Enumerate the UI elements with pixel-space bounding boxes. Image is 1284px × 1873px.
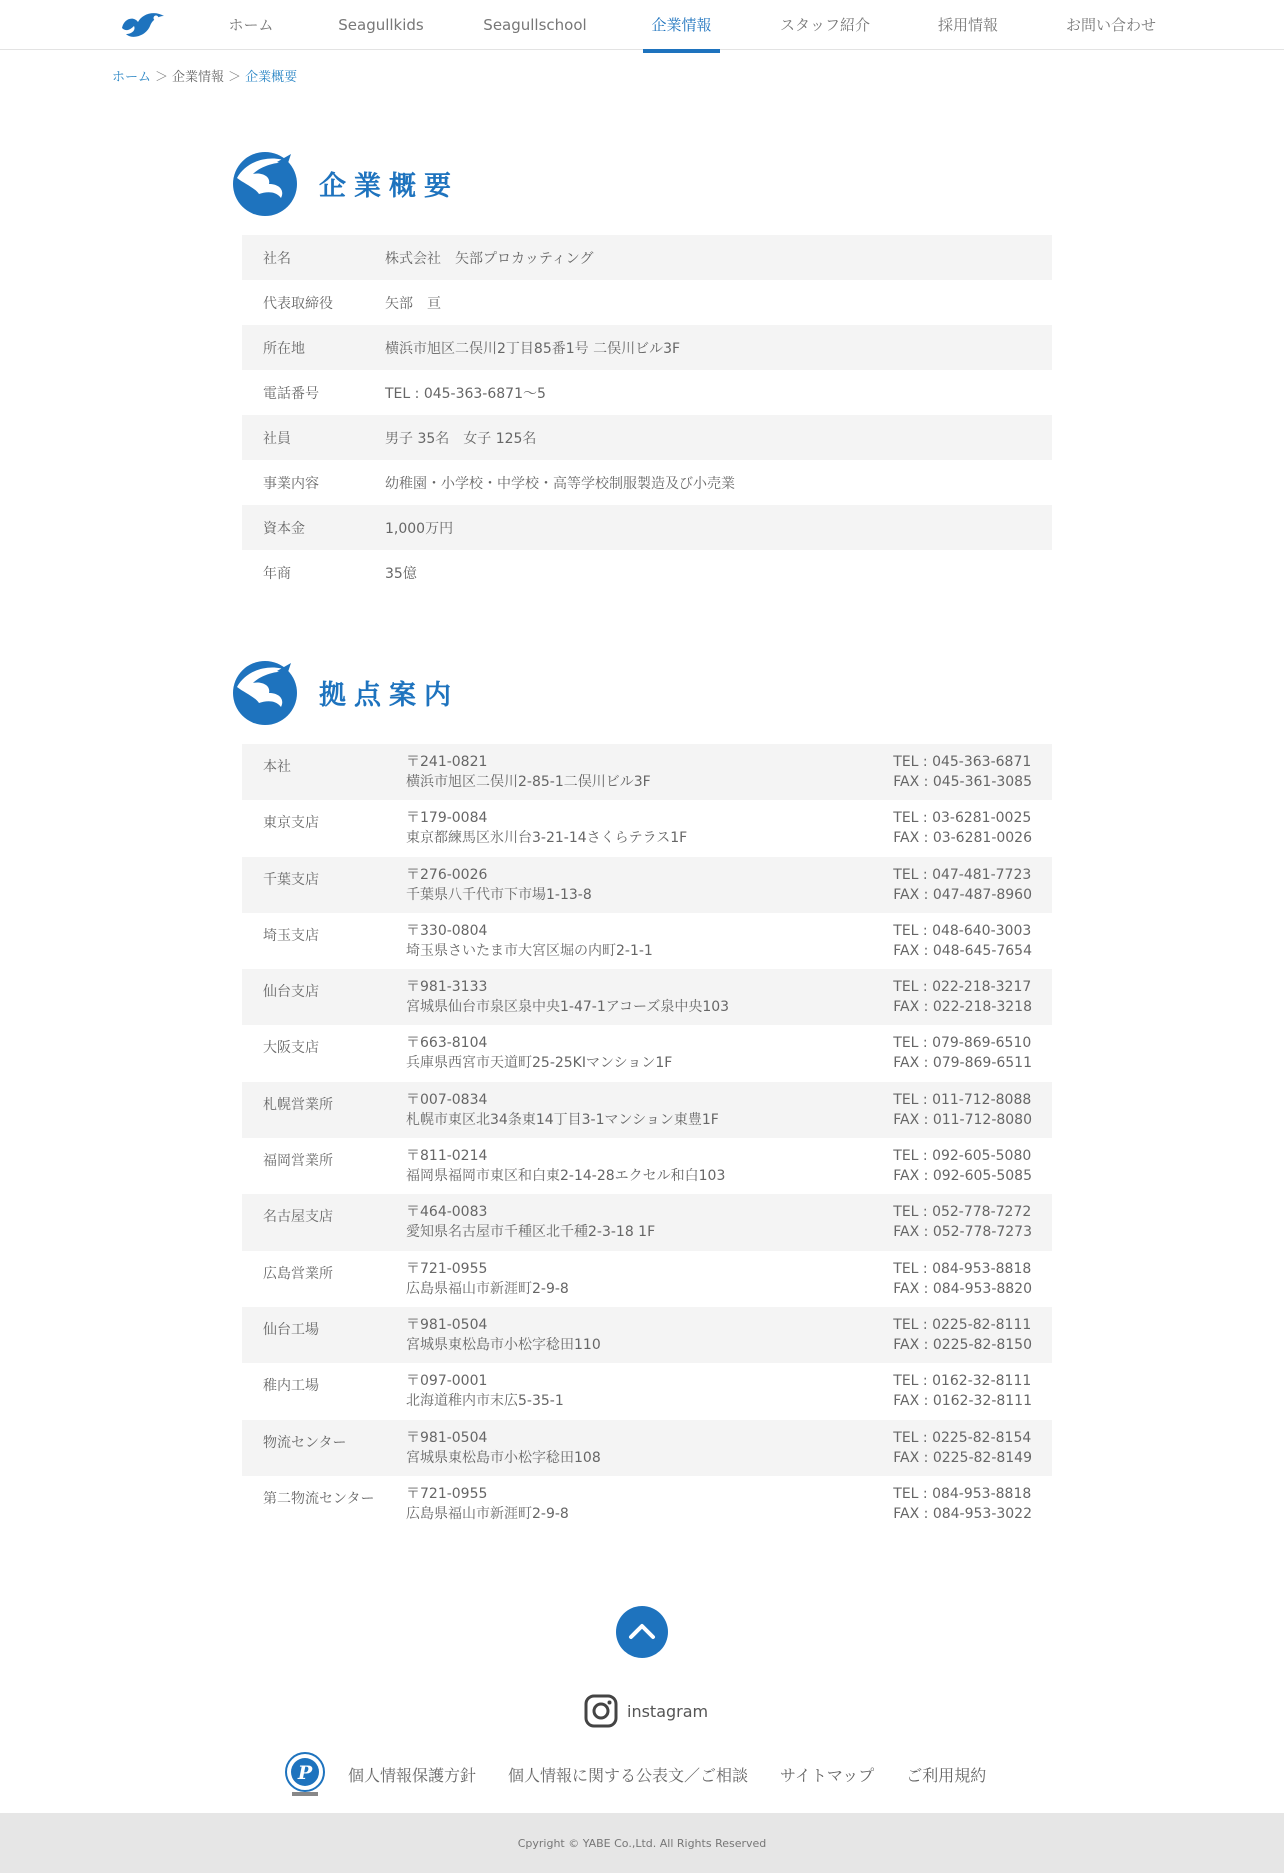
branch-address [406,808,687,848]
instagram-label: instagram [627,1701,709,1721]
branch-contact [893,1146,1032,1186]
branch-street: 千葉県八千代市下市場1-13-8 [406,886,592,903]
branch-contact [893,1315,1032,1355]
nav-active-indicator [643,49,720,53]
breadcrumb-parent: 企業情報 [172,70,225,85]
nav-seagullschool[interactable]: Seagullschool [483,16,587,34]
nav-contact[interactable]: お問い合わせ [1065,16,1156,34]
instagram-link[interactable] [584,1694,708,1728]
branch-contact [893,1202,1032,1242]
branch-tel: TEL : 0225-82-8111 [893,1316,1032,1333]
branch-tel: TEL : 052-778-7272 [893,1204,1032,1221]
branch-address [406,1428,601,1468]
table-row [242,235,1052,280]
chevron-up-icon [616,1606,668,1658]
branch-name: 大阪支店 [263,1040,319,1057]
branch-contact [893,1259,1032,1299]
row-label: 電話番号 [263,385,319,402]
branch-name: 広島営業所 [263,1265,333,1282]
branch-fax: FAX : 0162-32-8111 [893,1393,1032,1410]
branch-fax: FAX : 092-605-5085 [893,1168,1032,1185]
branch-fax: FAX : 052-778-7273 [893,1224,1032,1241]
branch-tel: TEL : 0162-32-8111 [893,1373,1032,1390]
branch-tel: TEL : 03-6281-0025 [893,810,1032,827]
branch-fax: FAX : 084-953-3022 [893,1505,1032,1522]
branch-address [406,1090,719,1130]
overview-table [242,235,1052,595]
row-label: 社員 [263,430,291,447]
branch-name: 物流センター [263,1434,347,1451]
copyright-text: Cpyright © YABE Co.,Ltd. All Rights Reserved [517,1837,767,1850]
table-row [242,370,1052,415]
branch-tel: TEL : 092-605-5080 [893,1148,1032,1165]
table-row [242,1082,1052,1138]
nav-staff[interactable]: スタッフ紹介 [779,16,870,34]
nav-recruit[interactable]: 採用情報 [937,16,998,34]
table-row [242,415,1052,460]
branch-fax: FAX : 011-712-8080 [893,1111,1032,1128]
branch-address [406,1259,569,1299]
branch-contact [893,808,1032,848]
table-row [242,744,1052,800]
breadcrumb [112,66,297,85]
nav-seagullkids[interactable]: Seagullkids [338,16,424,34]
branch-zip: 〒007-0834 [406,1091,488,1108]
table-row [242,969,1052,1025]
branch-fax: FAX : 0225-82-8149 [893,1449,1032,1466]
branch-street: 広島県福山市新涯町2-9-8 [406,1505,569,1522]
branch-zip: 〒811-0214 [406,1148,488,1165]
branch-zip: 〒464-0083 [406,1204,488,1221]
seagull-mark-icon [231,148,299,216]
branch-address [406,1371,564,1411]
footer-link-sitemap[interactable]: サイトマップ [780,1765,875,1785]
branch-zip: 〒276-0026 [406,866,488,883]
branch-street: 横浜市旭区二俣川2-85-1二俣川ビル3F [406,774,651,790]
branch-street: 宮城県仙台市泉区泉中央1-47-1アコーズ泉中央103 [406,999,730,1016]
branch-tel: TEL : 022-218-3217 [893,979,1032,996]
branch-zip: 〒241-0821 [406,754,488,770]
branch-tel: TEL : 011-712-8088 [893,1091,1032,1108]
branch-fax: FAX : 079-869-6511 [893,1055,1032,1072]
branch-fax: FAX : 047-487-8960 [893,886,1032,903]
branch-zip: 〒663-8104 [406,1035,488,1052]
table-row [242,460,1052,505]
branch-fax: FAX : 0225-82-8150 [893,1336,1032,1353]
branch-zip: 〒179-0084 [406,810,488,827]
branch-tel: TEL : 047-481-7723 [893,866,1032,883]
branch-street: 兵庫県西宮市天道町25-25KIマンション1F [406,1055,673,1072]
branch-zip: 〒981-0504 [406,1316,488,1333]
row-label: 代表取締役 [263,295,333,312]
seagull-mark-icon [231,657,299,725]
branch-street: 広島県福山市新涯町2-9-8 [406,1280,569,1297]
row-value: 横浜市旭区二俣川2丁目85番1号 二俣川ビル3F [385,340,681,357]
row-value: 1,000万円 [385,520,454,537]
table-row [242,913,1052,969]
branch-street: 埼玉県さいたま市大宮区堀の内町2-1-1 [406,942,653,959]
svg-text:P: P [297,1762,313,1784]
footer-links [280,1750,986,1798]
branch-address [406,921,653,961]
overview-title: 企業概要 [319,171,459,202]
breadcrumb-separator: ＞ [228,70,242,85]
breadcrumb-separator: ＞ [155,70,169,85]
branch-fax: FAX : 022-218-3218 [893,999,1032,1016]
table-row [242,800,1052,856]
branch-street: 北海道稚内市末広5-35-1 [406,1393,564,1410]
row-label: 事業内容 [263,475,319,492]
footer-link-terms[interactable]: ご利用規約 [906,1765,987,1785]
copyright-bar [0,1813,1284,1873]
branch-tel: TEL : 079-869-6510 [893,1035,1032,1052]
branch-name: 福岡営業所 [263,1153,333,1170]
branch-address [406,865,592,905]
branch-contact [893,1371,1032,1411]
branch-tel: TEL : 045-363-6871 [893,754,1032,770]
branch-street: 福岡県福岡市東区和白東2-14-28エクセル和白103 [406,1168,726,1185]
table-row [242,1194,1052,1250]
branch-contact [893,865,1032,905]
branch-tel: TEL : 084-953-8818 [893,1260,1032,1277]
table-row [242,505,1052,550]
table-row [242,1025,1052,1081]
page-top-button[interactable] [616,1606,668,1658]
row-label: 年商 [263,565,291,582]
branch-name: 東京支店 [263,815,319,832]
breadcrumb-current[interactable]: 企業概要 [245,70,298,85]
branch-street: 愛知県名古屋市千種区北千種2-3-18 1F [406,1224,656,1241]
branch-fax: FAX : 045-361-3085 [893,774,1032,790]
branch-address [406,977,729,1017]
privacy-mark-icon[interactable] [280,1750,330,1798]
nav-home[interactable]: ホーム [228,16,274,34]
table-row [242,857,1052,913]
branch-contact [893,921,1032,961]
footer-link-privacy-policy[interactable]: 個人情報保護方針 [348,1765,477,1785]
branches-title: 拠点案内 [319,680,459,711]
branch-name: 仙台支店 [263,984,319,1001]
branch-name: 第二物流センター [263,1490,375,1507]
row-value: 幼稚園・小学校・中学校・高等学校制服製造及び小売業 [385,475,735,492]
footer-link-privacy-consultation[interactable]: 個人情報に関する公表文／ご相談 [508,1765,749,1785]
branch-zip: 〒721-0955 [406,1485,488,1502]
branch-address [406,1202,655,1242]
branch-street: 東京都練馬区氷川台3-21-14さくらテラス1F [406,830,688,847]
row-value: 株式会社 矢部プロカッティング [385,250,594,267]
branch-address [406,1484,569,1524]
branch-contact [893,1428,1032,1468]
branch-tel: TEL : 048-640-3003 [893,922,1032,939]
branch-tel: TEL : 0225-82-8154 [893,1429,1032,1446]
table-row [242,1307,1052,1363]
nav-company[interactable]: 企業情報 [651,16,712,34]
table-row [242,1251,1052,1307]
branch-address [406,1033,672,1073]
branch-zip: 〒097-0001 [406,1373,488,1390]
branch-address [406,1315,601,1355]
row-value: TEL : 045-363-6871〜5 [385,385,546,402]
branch-name: 札幌営業所 [263,1096,333,1113]
table-row [242,280,1052,325]
breadcrumb-home[interactable]: ホーム [112,70,152,85]
branch-street: 札幌市東区北34条東14丁目3-1マンション東豊1F [406,1111,719,1128]
branch-contact [893,1033,1032,1073]
branch-contact [893,1090,1032,1130]
branch-contact [893,1484,1032,1524]
branch-zip: 〒981-3133 [406,979,488,996]
branch-street: 宮城県東松島市小松字稔田110 [406,1336,601,1353]
row-value: 矢部 亘 [385,295,441,312]
table-row [242,1420,1052,1476]
table-row [242,550,1052,595]
table-row [242,1363,1052,1419]
branch-contact [893,977,1032,1017]
branches-table [242,744,1052,1532]
site-header [0,0,1284,50]
branch-name: 埼玉支店 [263,927,319,944]
main-nav [0,0,1284,50]
branch-street: 宮城県東松島市小松字稔田108 [406,1449,601,1466]
branch-fax: FAX : 084-953-8820 [893,1280,1032,1297]
branch-contact [893,752,1032,792]
row-label: 社名 [263,250,291,267]
branch-address [406,752,651,792]
row-value: 35億 [385,565,417,582]
row-value: 男子 35名 女子 125名 [385,430,537,447]
branch-zip: 〒721-0955 [406,1260,488,1277]
branch-name: 名古屋支店 [263,1209,333,1226]
table-row [242,325,1052,370]
branch-address [406,1146,725,1186]
table-row [242,1138,1052,1194]
instagram-icon [584,1694,618,1728]
table-row [242,1476,1052,1532]
branch-zip: 〒981-0504 [406,1429,488,1446]
branch-tel: TEL : 084-953-8818 [893,1485,1032,1502]
branch-name: 稚内工場 [263,1378,319,1395]
branch-name: 本社 [263,759,291,775]
branch-zip: 〒330-0804 [406,922,488,939]
row-label: 所在地 [263,340,305,357]
row-label: 資本金 [263,520,305,537]
branch-fax: FAX : 048-645-7654 [893,942,1032,959]
branch-name: 千葉支店 [263,871,319,888]
branch-fax: FAX : 03-6281-0026 [893,830,1032,847]
branch-name: 仙台工場 [263,1321,319,1338]
